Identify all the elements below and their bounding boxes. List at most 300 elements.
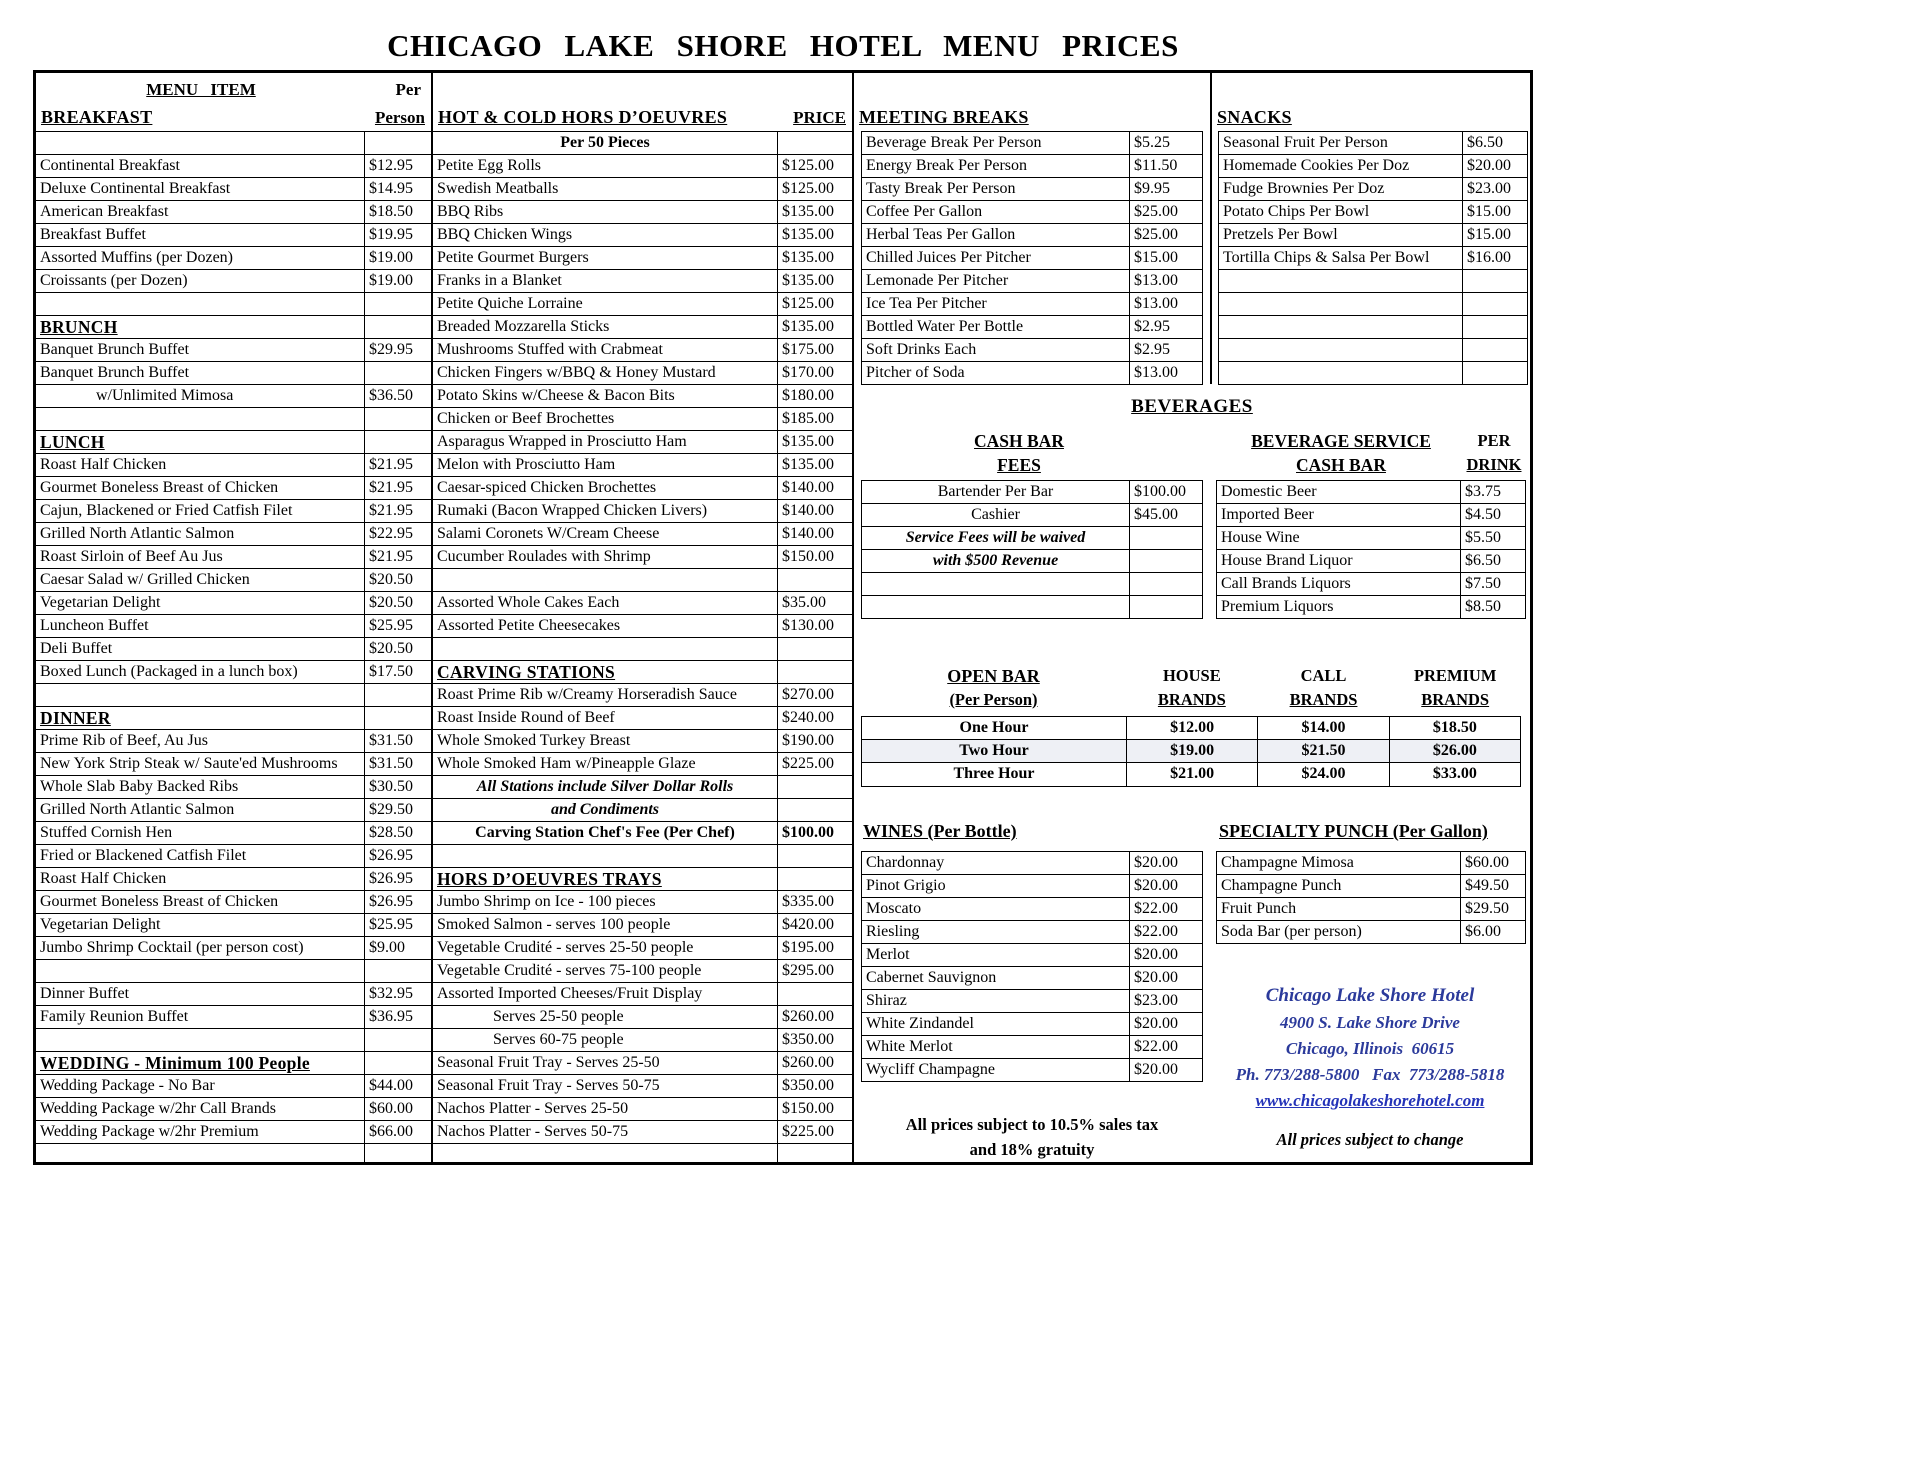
open-bar-title-line1: OPEN BAR [947,666,1040,686]
item-name-cell: Smoked Salmon - serves 100 people [433,914,778,936]
cash-bar-fees-title [874,429,1164,477]
item-name-cell: Seasonal Fruit Tray - Serves 25-50 [433,1052,778,1074]
item-price-cell: $130.00 [782,617,834,634]
price-row [433,1029,852,1052]
beverages-heading: BEVERAGES [1131,396,1253,417]
item-name-cell: Salami Coronets W/Cream Cheese [433,523,778,545]
premium-brands-line1: PREMIUM [1413,666,1497,685]
price-row [1217,596,1525,619]
item-price-cell: $22.00 [1134,1038,1178,1055]
price-row [433,983,852,1006]
item-name-cell: Nachos Platter - Serves 50-75 [433,1121,778,1143]
open-bar-table [861,716,1521,787]
item-price-cell: $22.00 [1134,923,1178,940]
price-row [36,1029,431,1052]
item-price-cell: $28.50 [369,824,413,841]
item-price-cell: $270.00 [782,686,834,703]
hotel-website-link[interactable]: www.chicagolakeshorehotel.com [1255,1091,1485,1110]
meeting-breaks-heading: MEETING BREAKS [859,107,1029,127]
price-row [862,132,1202,155]
item-price-cell: $150.00 [782,1100,834,1117]
item-name-cell [862,573,1130,595]
item-name-cell: Melon with Prosciutto Ham [433,454,778,476]
price-row [36,776,431,799]
beverage-service-title-line1: BEVERAGE SERVICE [1251,431,1431,451]
price-row [36,247,431,270]
item-price-cell: $19.00 [369,272,413,289]
item-name-cell: Vegetable Crudité - serves 75-100 people [433,960,778,982]
item-price-cell: $31.50 [369,755,413,772]
item-price-cell: $21.95 [369,502,413,519]
item-name-cell: Ice Tea Per Pitcher [862,293,1130,315]
item-price-cell: $125.00 [782,157,834,174]
item-price-cell: $20.00 [1134,877,1178,894]
price-row [433,201,852,224]
item-price-cell: $5.25 [1134,134,1170,151]
item-name-cell: Petite Gourmet Burgers [433,247,778,269]
item-price-cell [1463,270,1527,292]
item-name-cell: BBQ Ribs [433,201,778,223]
item-price-cell: $350.00 [782,1077,834,1094]
item-name-cell: All Stations include Silver Dollar Rolls [433,776,778,798]
price-row [862,852,1202,875]
item-price-cell: $19.95 [369,226,413,243]
item-price-cell: $36.50 [369,387,413,404]
price-row [36,592,431,615]
item-price-cell: $22.00 [1134,900,1178,917]
price-header: PRICE [793,108,846,127]
open-bar-row [862,740,1520,763]
price-row [433,339,852,362]
menu-price-sheet [33,70,1533,1165]
price-row [862,247,1202,270]
wines-section [854,821,1210,1162]
snacks-table [1218,131,1528,385]
price-row [433,937,852,960]
price-row [862,1013,1202,1036]
item-name-cell: Jumbo Shrimp Cocktail (per person cost) [36,937,365,959]
item-name-cell: Grilled North Atlantic Salmon [36,523,365,545]
item-price-cell: $9.00 [369,939,405,956]
item-name-cell [1219,339,1463,361]
price-row [36,1144,431,1162]
price-row [433,155,852,178]
item-price-cell [365,707,431,729]
item-price-cell: $30.50 [369,778,413,795]
premium-brands-price-cell: $26.00 [1432,742,1477,759]
item-name-cell: Banquet Brunch Buffet [36,362,365,384]
item-price-cell: $31.50 [369,732,413,749]
item-name-cell: HORS D’OEUVRES TRAYS [433,868,778,890]
price-row [433,960,852,983]
item-price-cell [365,684,431,706]
price-row [862,921,1202,944]
item-price-cell: $8.50 [1465,598,1501,615]
price-row [433,431,852,454]
item-name-cell: Deli Buffet [36,638,365,660]
item-name-cell: Asparagus Wrapped in Prosciutto Ham [433,431,778,453]
price-row [1219,155,1527,178]
price-row [433,454,852,477]
item-name-cell: Breakfast Buffet [36,224,365,246]
price-row [862,504,1202,527]
price-row [433,592,852,615]
item-name-cell: Chicken or Beef Brochettes [433,408,778,430]
right-column [854,73,1530,1162]
price-row [433,224,852,247]
item-price-cell: $26.95 [369,847,413,864]
price-row [433,1052,852,1075]
price-row [1219,293,1527,316]
item-name-cell: Assorted Petite Cheesecakes [433,615,778,637]
item-name-cell: DINNER [36,707,365,729]
item-name-cell: Serves 25-50 people [433,1006,778,1028]
item-price-cell: $20.50 [369,571,413,588]
price-row [862,339,1202,362]
price-row [862,990,1202,1013]
item-name-cell: Gourmet Boneless Breast of Chicken [36,477,365,499]
item-price-cell: $4.50 [1465,506,1501,523]
call-brands-line2: BRANDS [1289,690,1358,709]
item-name-cell: New York Strip Steak w/ Saute'ed Mushrooms [36,753,365,775]
price-row [862,293,1202,316]
item-price-cell: $29.50 [1465,900,1509,917]
item-price-cell [365,1029,431,1051]
item-price-cell: $12.95 [369,157,413,174]
item-name-cell [1219,270,1463,292]
price-row [36,1075,431,1098]
price-row [862,481,1202,504]
punch-table [1216,851,1526,944]
call-brands-price-cell: $14.00 [1258,717,1389,739]
price-row [36,431,431,454]
item-price-cell [365,1052,431,1074]
cash-bar-title-line2: FEES [997,455,1041,475]
item-price-cell [365,1144,431,1162]
item-price-cell [778,983,852,1005]
item-name-cell [1219,293,1463,315]
cash-bar-fees-section [854,426,1210,618]
premium-brands-price-cell: $18.50 [1432,719,1477,736]
item-name-cell: w/Unlimited Mimosa [36,385,365,407]
item-name-cell: Stuffed Cornish Hen [36,822,365,844]
snacks-section [1210,73,1530,384]
price-row [36,155,431,178]
price-row [433,477,852,500]
beverage-service-section [1210,426,1530,618]
item-name-cell: Seasonal Fruit Per Person [1219,132,1463,154]
item-price-cell: $6.50 [1465,552,1501,569]
wines-heading: WINES (Per Bottle) [863,821,1017,841]
meeting-breaks-table [861,131,1203,385]
price-row [862,316,1202,339]
item-name-cell: Caesar-spiced Chicken Brochettes [433,477,778,499]
price-row [862,550,1202,573]
item-price-cell [778,776,852,798]
item-price-cell: $18.50 [369,203,413,220]
price-row [36,661,431,684]
house-brands-price-cell: $21.00 [1127,763,1258,786]
item-price-cell [1463,362,1527,384]
item-name-cell: Chardonnay [862,852,1130,874]
item-name-cell: Gourmet Boneless Breast of Chicken [36,891,365,913]
item-name-cell: WEDDING - Minimum 100 People [36,1052,365,1074]
item-name-cell: Family Reunion Buffet [36,1006,365,1028]
item-price-cell [365,132,431,154]
item-name-cell: Merlot [862,944,1130,966]
item-price-cell: $20.00 [1134,1015,1178,1032]
item-name-cell [862,596,1130,618]
item-price-cell: $135.00 [782,272,834,289]
item-price-cell: $29.50 [369,801,413,818]
item-name-cell: House Wine [1217,527,1461,549]
item-price-cell: $135.00 [782,456,834,473]
item-name-cell: LUNCH [36,431,365,453]
item-price-cell: $44.00 [369,1077,413,1094]
item-name-cell: Riesling [862,921,1130,943]
item-name-cell [36,1144,365,1162]
item-name-cell: BBQ Chicken Wings [433,224,778,246]
item-price-cell [1130,527,1202,549]
item-price-cell: $20.50 [369,640,413,657]
price-row [1219,224,1527,247]
item-name-cell: Champagne Punch [1217,875,1461,897]
price-row [862,596,1202,619]
item-price-cell: $135.00 [782,203,834,220]
item-price-cell: $100.00 [782,824,834,841]
item-name-cell [433,638,778,660]
item-price-cell: $140.00 [782,525,834,542]
item-price-cell: $20.00 [1134,1061,1178,1078]
item-name-cell: Whole Slab Baby Backed Ribs [36,776,365,798]
item-price-cell: $295.00 [782,962,834,979]
price-row [36,1098,431,1121]
item-price-cell: $225.00 [782,1123,834,1140]
call-brands-header [1258,664,1390,716]
breakfast-heading: BREAKFAST [41,107,153,127]
item-name-cell: Whole Smoked Ham w/Pineapple Glaze [433,753,778,775]
item-name-cell: Assorted Whole Cakes Each [433,592,778,614]
call-brands-price-cell: $24.00 [1258,763,1389,786]
item-name-cell: Franks in a Blanket [433,270,778,292]
price-row [36,339,431,362]
house-brands-line2: BRANDS [1157,690,1226,709]
per-drink-header [1460,429,1528,477]
per-drink-line2: DRINK [1466,455,1522,474]
snacks-header [1212,73,1530,131]
item-price-cell: $2.95 [1134,318,1170,335]
item-price-cell: $26.95 [369,893,413,910]
item-price-cell: $20.00 [1134,969,1178,986]
price-row [862,155,1202,178]
item-name-cell: Dinner Buffet [36,983,365,1005]
item-name-cell: CARVING STATIONS [433,661,778,683]
price-row [862,270,1202,293]
item-name-cell: Serves 60-75 people [433,1029,778,1051]
item-price-cell: $32.95 [369,985,413,1002]
item-price-cell: $21.95 [369,548,413,565]
price-row [433,822,852,845]
price-row [433,638,852,661]
price-row [433,799,852,822]
item-name-cell: Vegetarian Delight [36,914,365,936]
price-row [862,201,1202,224]
hotel-info [1210,982,1530,1114]
item-name-cell: Fudge Brownies Per Doz [1219,178,1463,200]
item-name-cell: and Condiments [433,799,778,821]
item-name-cell: Wedding Package w/2hr Premium [36,1121,365,1143]
price-row [36,523,431,546]
house-brands-price-cell: $19.00 [1127,740,1258,762]
item-price-cell: $135.00 [782,226,834,243]
price-row [433,845,852,868]
item-price-cell: $14.95 [369,180,413,197]
price-row [36,201,431,224]
item-name-cell: Breaded Mozzarella Sticks [433,316,778,338]
house-brands-line1: HOUSE [1162,666,1221,685]
item-price-cell: $26.95 [369,870,413,887]
price-row [36,983,431,1006]
price-row [862,362,1202,385]
price-row [1219,316,1527,339]
item-price-cell: $15.00 [1467,203,1511,220]
price-row [1217,875,1525,898]
price-row [862,1036,1202,1059]
item-price-cell: $60.00 [1465,854,1509,871]
item-name-cell: Vegetable Crudité - serves 25-50 people [433,937,778,959]
open-bar-row [862,763,1520,786]
item-price-cell: $21.95 [369,456,413,473]
item-name-cell: Soda Bar (per person) [1217,921,1461,943]
beverage-service-table [1216,480,1526,619]
item-price-cell: $335.00 [782,893,834,910]
item-price-cell: $240.00 [782,709,834,726]
item-name-cell: Rumaki (Bacon Wrapped Chicken Livers) [433,500,778,522]
item-name-cell [433,569,778,591]
item-price-cell: $16.00 [1467,249,1511,266]
item-name-cell: Champagne Mimosa [1217,852,1461,874]
price-row [433,914,852,937]
item-price-cell [365,293,431,315]
price-row [36,270,431,293]
person-header: Person [374,108,425,127]
price-row [1217,481,1525,504]
item-price-cell: $350.00 [782,1031,834,1048]
price-row [433,1075,852,1098]
price-row [433,615,852,638]
item-price-cell: $35.00 [782,594,826,611]
price-row [433,753,852,776]
item-name-cell: Swedish Meatballs [433,178,778,200]
item-price-cell [365,960,431,982]
tax-note [854,1112,1210,1162]
item-price-cell [1130,573,1202,595]
item-name-cell: Cajun, Blackened or Fried Catfish Filet [36,500,365,522]
price-row [433,868,852,891]
menu-item-header: MENU ITEM [146,80,256,99]
item-name-cell: Chilled Juices Per Pitcher [862,247,1130,269]
price-row [862,967,1202,990]
item-name-cell: Lemonade Per Pitcher [862,270,1130,292]
item-price-cell: $29.95 [369,341,413,358]
price-row [433,523,852,546]
price-row [433,293,852,316]
item-price-cell: $25.95 [369,617,413,634]
item-price-cell: $260.00 [782,1008,834,1025]
item-price-cell: $150.00 [782,548,834,565]
price-row [36,822,431,845]
item-name-cell: Wedding Package - No Bar [36,1075,365,1097]
item-name-cell: Seasonal Fruit Tray - Serves 50-75 [433,1075,778,1097]
item-name-cell: Croissants (per Dozen) [36,270,365,292]
item-price-cell: $25.00 [1134,203,1178,220]
item-price-cell [1463,293,1527,315]
cash-bar-fees-table [861,480,1203,619]
price-row [36,684,431,707]
price-row [433,132,852,155]
price-row [862,224,1202,247]
item-price-cell: $180.00 [782,387,834,404]
item-name-cell: Coffee Per Gallon [862,201,1130,223]
price-row [36,362,431,385]
open-bar-row [862,717,1520,740]
item-price-cell [1463,339,1527,361]
item-name-cell: American Breakfast [36,201,365,223]
cash-bar-title-line1: CASH BAR [974,431,1064,451]
price-row [1217,898,1525,921]
item-price-cell: $135.00 [782,433,834,450]
price-row [1217,550,1525,573]
item-price-cell: $260.00 [782,1054,834,1071]
item-price-cell: $190.00 [782,732,834,749]
item-name-cell: Cashier [862,504,1130,526]
item-price-cell: $125.00 [782,180,834,197]
item-name-cell: Vegetarian Delight [36,592,365,614]
item-name-cell: Carving Station Chef's Fee (Per Chef) [433,822,778,844]
per-header: Per [395,80,421,99]
item-price-cell: $175.00 [782,341,834,358]
item-name-cell: Bartender Per Bar [862,481,1130,503]
item-name-cell [1219,362,1463,384]
item-price-cell: $225.00 [782,755,834,772]
item-price-cell: $45.00 [1134,506,1178,523]
hors-doeuvres-column [433,73,854,1162]
price-row [433,178,852,201]
price-row [36,1121,431,1144]
open-bar-section [861,664,1521,787]
item-name-cell: Grilled North Atlantic Salmon [36,799,365,821]
price-row [36,408,431,431]
item-price-cell: $15.00 [1134,249,1178,266]
item-price-cell: $7.50 [1465,575,1501,592]
item-name-cell: Roast Prime Rib w/Creamy Horseradish Sauce [433,684,778,706]
item-price-cell [778,132,852,154]
open-bar-header-row [861,664,1521,716]
item-name-cell: Fruit Punch [1217,898,1461,920]
item-price-cell: $23.00 [1134,992,1178,1009]
item-name-cell: Whole Smoked Turkey Breast [433,730,778,752]
item-price-cell [365,316,431,338]
item-price-cell: $6.00 [1465,923,1501,940]
price-row [433,891,852,914]
item-price-cell: $20.00 [1134,946,1178,963]
hotel-name: Chicago Lake Shore Hotel [1265,985,1475,1006]
item-name-cell: with $500 Revenue [862,550,1130,572]
item-name-cell: Assorted Imported Cheeses/Fruit Display [433,983,778,1005]
item-name-cell: Pinot Grigio [862,875,1130,897]
price-row [433,776,852,799]
item-price-cell [778,868,852,890]
